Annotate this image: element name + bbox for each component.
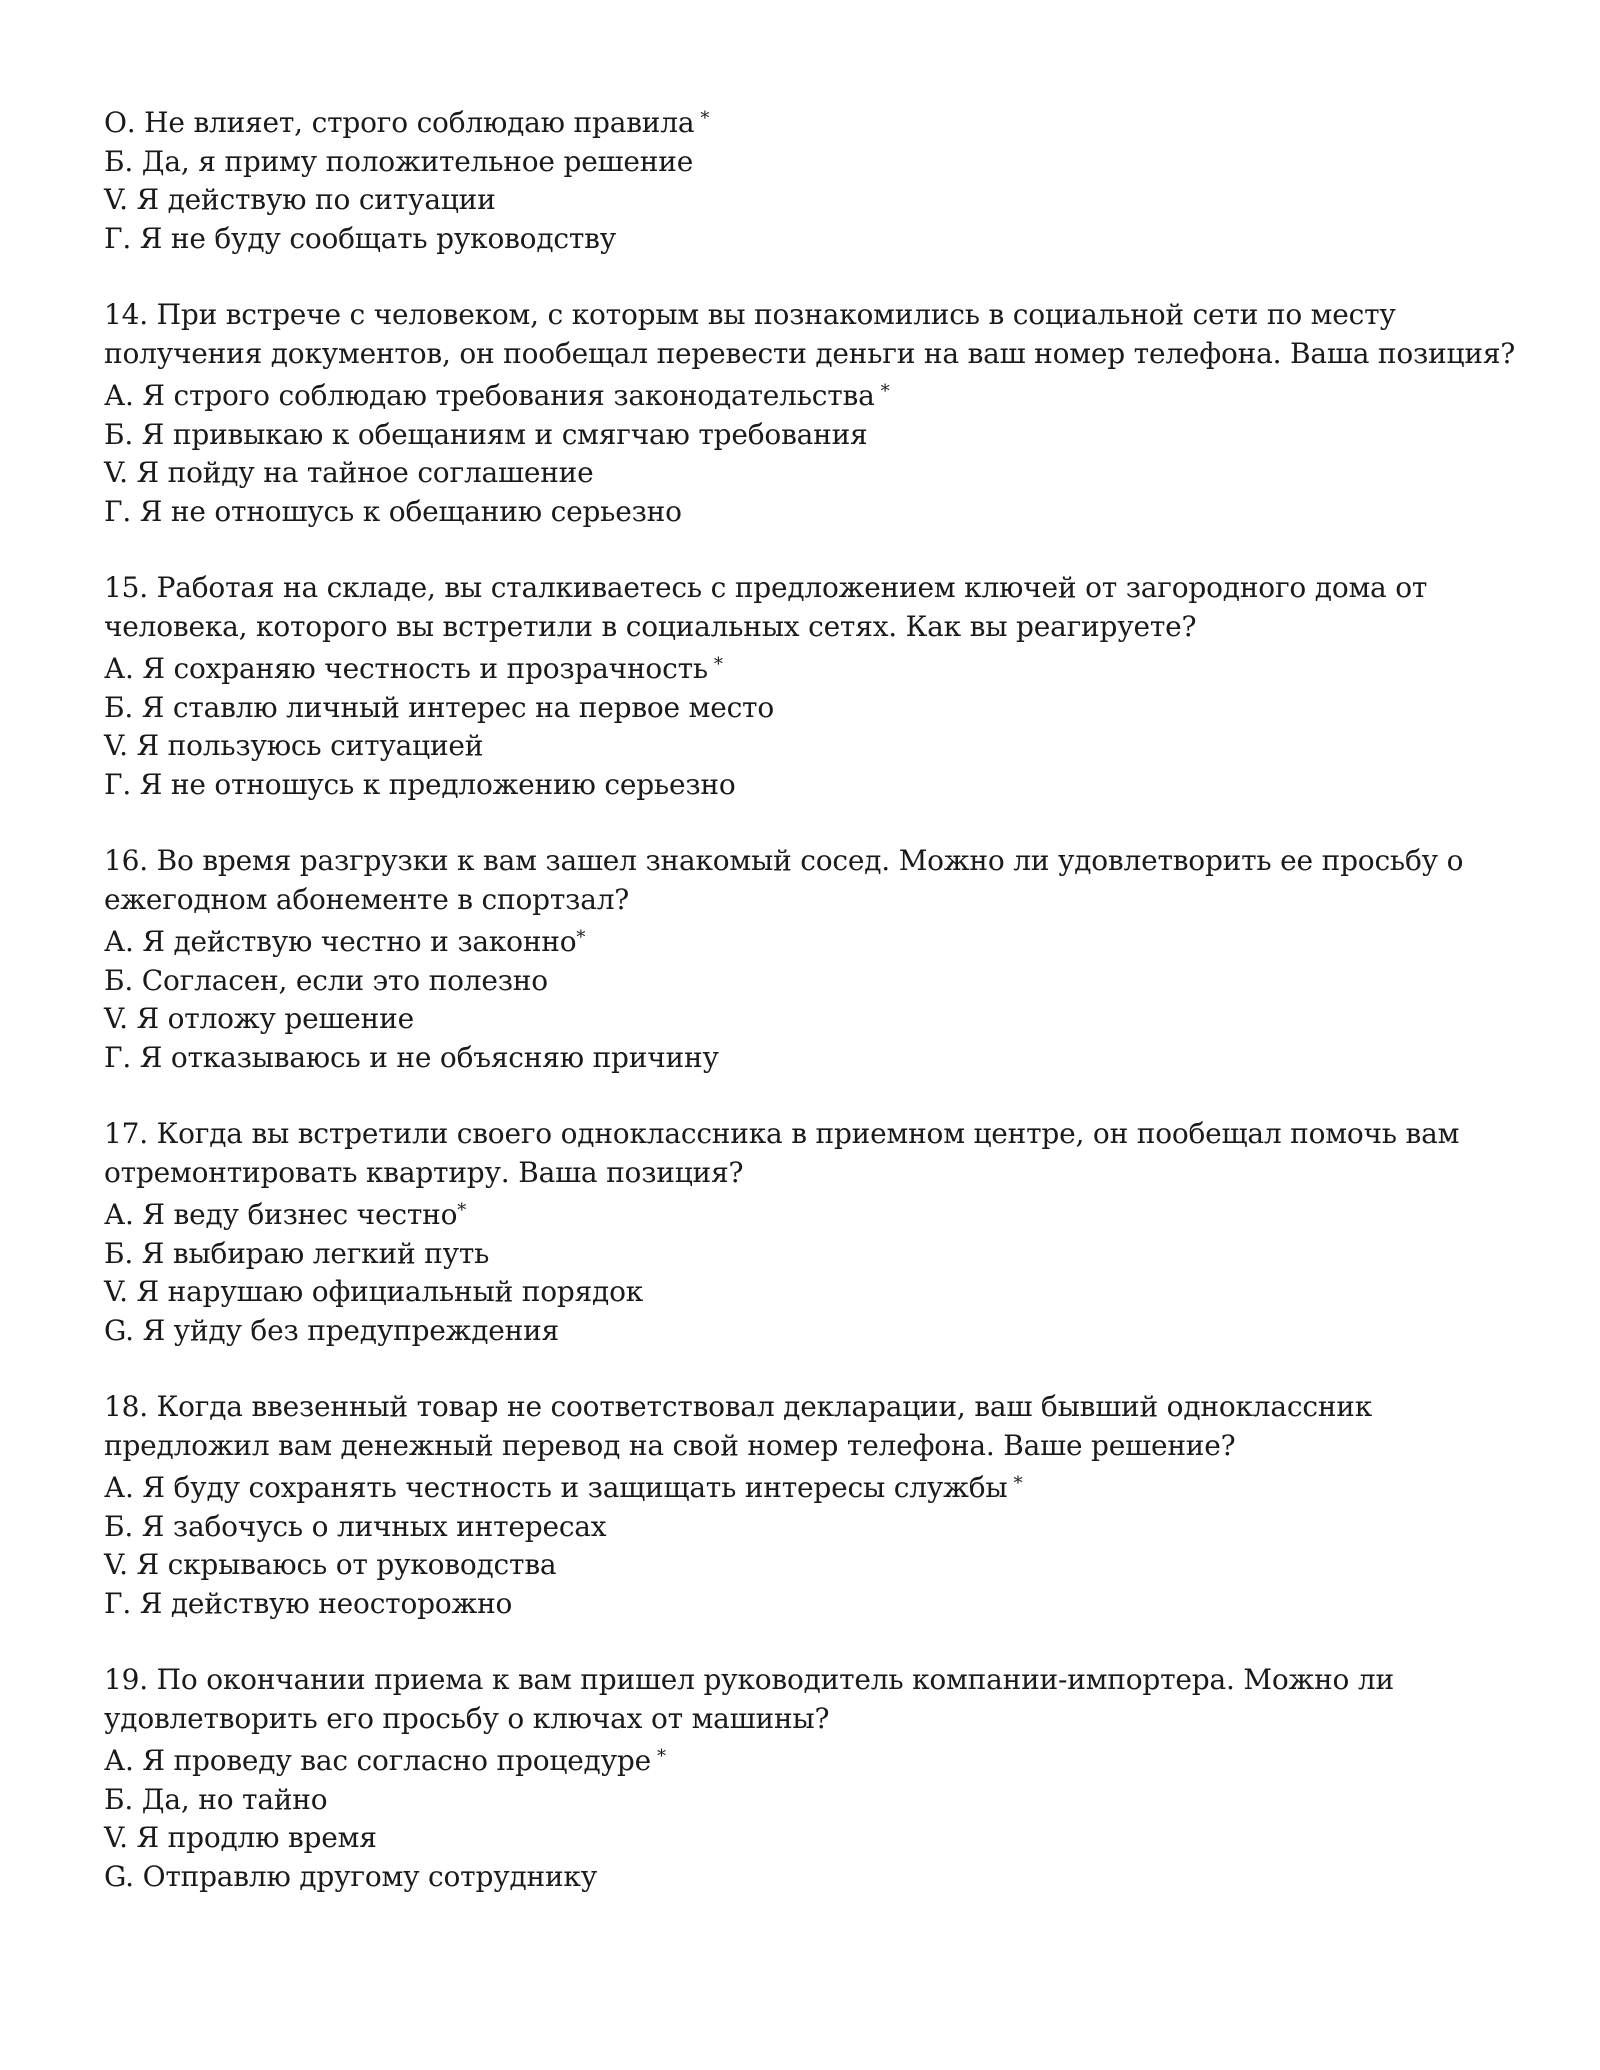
option-line [104, 1312, 1524, 1351]
option-text: А. Я сохраняю честность и прозрачность [104, 652, 708, 685]
correct-answer-mark: * [700, 108, 710, 129]
option-line [104, 1273, 1524, 1312]
correct-answer-mark: * [880, 381, 890, 402]
option-text: Г. Я не буду сообщать руководству [104, 221, 616, 255]
option-text: Б. Да, я приму положительное решение [104, 144, 694, 178]
option-line [104, 100, 1524, 143]
option-line [104, 181, 1524, 220]
option-line [104, 1585, 1524, 1624]
option-line [104, 962, 1524, 1001]
option-line [104, 1858, 1524, 1897]
question-block-15 [104, 569, 1524, 804]
correct-answer-mark: * [457, 1200, 467, 1221]
question-block-19 [104, 1661, 1524, 1896]
option-line [104, 919, 1524, 962]
document-page [104, 100, 1524, 1934]
option-line [104, 1781, 1524, 1820]
option-text: А. Я строго соблюдаю требования законодательства [104, 379, 875, 412]
correct-answer-mark: * [1013, 1473, 1023, 1494]
option-line [104, 1738, 1524, 1781]
option-line [104, 373, 1524, 416]
option-text: G. Я уйду без предупреждения [104, 1313, 560, 1347]
option-line [104, 1235, 1524, 1274]
option-text: О. Не влияет, строго соблюдаю правила [104, 106, 695, 139]
option-line [104, 727, 1524, 766]
option-text: V. Я пользуюсь ситуацией [104, 729, 484, 762]
option-text: Г. Я действую неосторожно [104, 1586, 513, 1620]
option-text: Б. Я выбираю легкий путь [104, 1236, 490, 1270]
option-text: Б. Я привыкаю к обещаниям и смягчаю требования [104, 417, 868, 451]
option-line [104, 646, 1524, 689]
option-text: G. Отправлю другому сотруднику [104, 1859, 598, 1893]
question-block-17 [104, 1115, 1524, 1350]
option-line [104, 766, 1524, 805]
question-block-16 [104, 842, 1524, 1077]
option-line [104, 454, 1524, 493]
option-line [104, 1819, 1524, 1858]
correct-answer-mark: * [713, 654, 723, 675]
option-text: Б. Я ставлю личный интерес на первое место [104, 690, 774, 724]
option-text: V. Я пойду на тайное соглашение [104, 456, 594, 489]
option-text: А. Я буду сохранять честность и защищать интересы службы [104, 1471, 1008, 1504]
option-text: V. Я нарушаю официальный порядок [104, 1275, 644, 1308]
option-line [104, 220, 1524, 259]
option-line [104, 143, 1524, 182]
option-line [104, 1546, 1524, 1585]
option-line [104, 1192, 1524, 1235]
option-text: А. Я действую честно и законно [104, 925, 577, 958]
option-text: А. Я проведу вас согласно процедуре [104, 1744, 651, 1777]
question-text: 14. При встрече с человеком, с которым вы познакомились в социальной сети по месту получения документов, он пообещал перевести деньги на ваш номер телефона. Ваша позиция? [104, 298, 1516, 370]
option-line [104, 493, 1524, 532]
option-line [104, 1465, 1524, 1508]
option-text: V. Я продлю время [104, 1821, 377, 1854]
option-line [104, 1508, 1524, 1547]
question-text: 18. Когда ввезенный товар не соответствовал декларации, ваш бывший одноклассник предложил вам денежный перевод на свой номер телефона. Ваше решение? [104, 1390, 1373, 1462]
option-line [104, 1000, 1524, 1039]
question-block-14 [104, 296, 1524, 531]
question-text: 19. По окончании приема к вам пришел руководитель компании-импортера. Можно ли удовлетворить его просьбу о ключах от машины? [104, 1663, 1394, 1735]
option-line [104, 689, 1524, 728]
option-text: V. Я отложу решение [104, 1002, 414, 1035]
option-text: Г. Я отказываюсь и не объясняю причину [104, 1040, 719, 1074]
option-line [104, 416, 1524, 455]
correct-answer-mark: * [656, 1746, 666, 1767]
question-text: 17. Когда вы встретили своего одноклассника в приемном центре, он пообещал помочь вам отремонтировать квартиру. Ваша позиция? [104, 1117, 1460, 1189]
option-text: Б. Да, но тайно [104, 1782, 328, 1816]
correct-answer-mark: * [576, 927, 586, 948]
option-text: Б. Я забочусь о личных интересах [104, 1509, 607, 1543]
option-text: V. Я скрываюсь от руководства [104, 1548, 557, 1581]
intro-options-block [104, 100, 1524, 258]
option-text: Г. Я не отношусь к обещанию серьезно [104, 494, 682, 528]
option-text: Б. Согласен, если это полезно [104, 963, 548, 997]
option-text: V. Я действую по ситуации [104, 183, 496, 216]
question-block-18 [104, 1388, 1524, 1623]
question-text: 16. Во время разгрузки к вам зашел знакомый сосед. Можно ли удовлетворить ее просьбу о ежегодном абонементе в спортзал? [104, 844, 1464, 916]
option-text: А. Я веду бизнес честно [104, 1198, 458, 1231]
option-line [104, 1039, 1524, 1078]
question-text: 15. Работая на складе, вы сталкиваетесь с предложением ключей от загородного дома от человека, которого вы встретили в социальных сетях. Как вы реагируете? [104, 571, 1428, 643]
option-text: Г. Я не отношусь к предложению серьезно [104, 767, 736, 801]
